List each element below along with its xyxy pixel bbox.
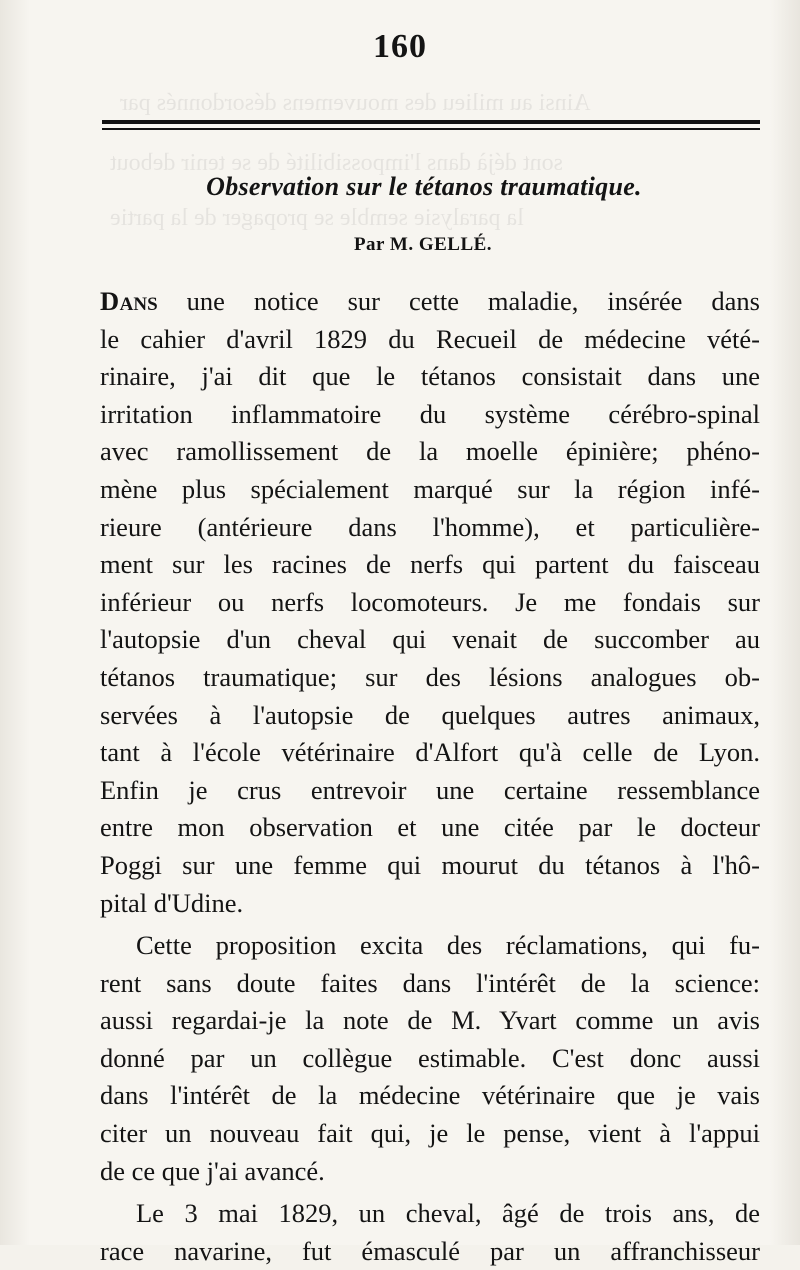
- bleed-through-text: Ainsi au milieu des mouvemens désordonnés par: [120, 90, 591, 116]
- paragraph-line: de ce que j'ai avancé.: [100, 1155, 325, 1186]
- paragraph-line: ment sur les racines de nerfs qui partent du faisceau: [100, 549, 760, 580]
- paragraph-line: [100, 283, 760, 321]
- paragraph-line: donné par un collègue estimable. C'est donc aussi: [100, 1042, 760, 1073]
- paragraph-line: citer un nouveau fait qui, je le pense, vient à l'appui: [100, 1118, 760, 1149]
- header-rule-thick: [102, 120, 760, 124]
- paragraph-line: mène plus spécialement marqué sur la région infé-: [100, 473, 760, 504]
- paragraph-line: tant à l'école vétérinaire d'Alfort qu'à celle de Lyon.: [100, 737, 760, 768]
- paragraph-line: rent sans doute faites dans l'intérêt de la science:: [100, 967, 760, 998]
- page-number: 160: [373, 28, 427, 65]
- paragraph-line: Cette proposition excita des réclamations, qui fu-: [136, 930, 760, 961]
- paragraph-line: inférieur ou nerfs locomoteurs. Je me fondais sur: [100, 586, 760, 617]
- article-body: [100, 283, 760, 1270]
- paragraph-line: l'autopsie d'un cheval qui venait de succomber au: [100, 624, 760, 655]
- dropcap-letter: D: [100, 286, 120, 316]
- paragraph-1: [100, 283, 760, 922]
- paragraph-line: aussi regardai-je la note de M. Yvart comme un avis: [100, 1005, 760, 1036]
- bleed-through-text: la paralysie semble se propager de la partie: [110, 205, 524, 231]
- paragraph-3: [100, 1195, 760, 1270]
- paragraph-line: rinaire, j'ai dit que le tétanos consistait dans une: [100, 361, 760, 392]
- dropcap-smallcaps: ANS: [119, 294, 158, 315]
- paragraph-line: irritation inflammatoire du système cérébro-spinal: [100, 398, 760, 429]
- paragraph-line: Enfin je crus entrevoir une certaine ressemblance: [100, 774, 760, 805]
- article-byline: Par M. GELLÉ.: [353, 234, 493, 255]
- article-title: Observation sur le tétanos traumatique.: [206, 172, 642, 201]
- bleed-through-text: sont déjà dans l'impossibilité de se tenir debout: [110, 150, 563, 176]
- paragraph-line: tétanos traumatique; sur des lésions analogues ob-: [100, 661, 760, 692]
- paragraph-line: Le 3 mai 1829, un cheval, âgé de trois ans, de: [136, 1198, 760, 1229]
- paragraph-line: Poggi sur une femme qui mourut du tétanos à l'hô-: [100, 849, 760, 880]
- paragraph-line: le cahier d'avril 1829 du Recueil de médecine vété-: [100, 323, 760, 354]
- paragraph-line: entre mon observation et une citée par le docteur: [100, 812, 760, 843]
- paragraph-line-text: une notice sur cette maladie, insérée dans: [157, 286, 760, 316]
- paragraph-line: rieure (antérieure dans l'homme), et particulière-: [100, 511, 760, 542]
- paragraph-line: dans l'intérêt de la médecine vétérinaire que je vais: [100, 1080, 760, 1111]
- paragraph-line: pital d'Udine.: [100, 887, 244, 918]
- paragraph-line: race navarine, fut émasculé par un affranchisseur: [100, 1235, 760, 1266]
- paragraph-line: avec ramollissement de la moelle épinière; phéno-: [100, 436, 760, 467]
- paragraph-line: servées à l'autopsie de quelques autres animaux,: [100, 699, 760, 730]
- header-rule-thin: [102, 128, 760, 130]
- paragraph-2: [100, 927, 760, 1190]
